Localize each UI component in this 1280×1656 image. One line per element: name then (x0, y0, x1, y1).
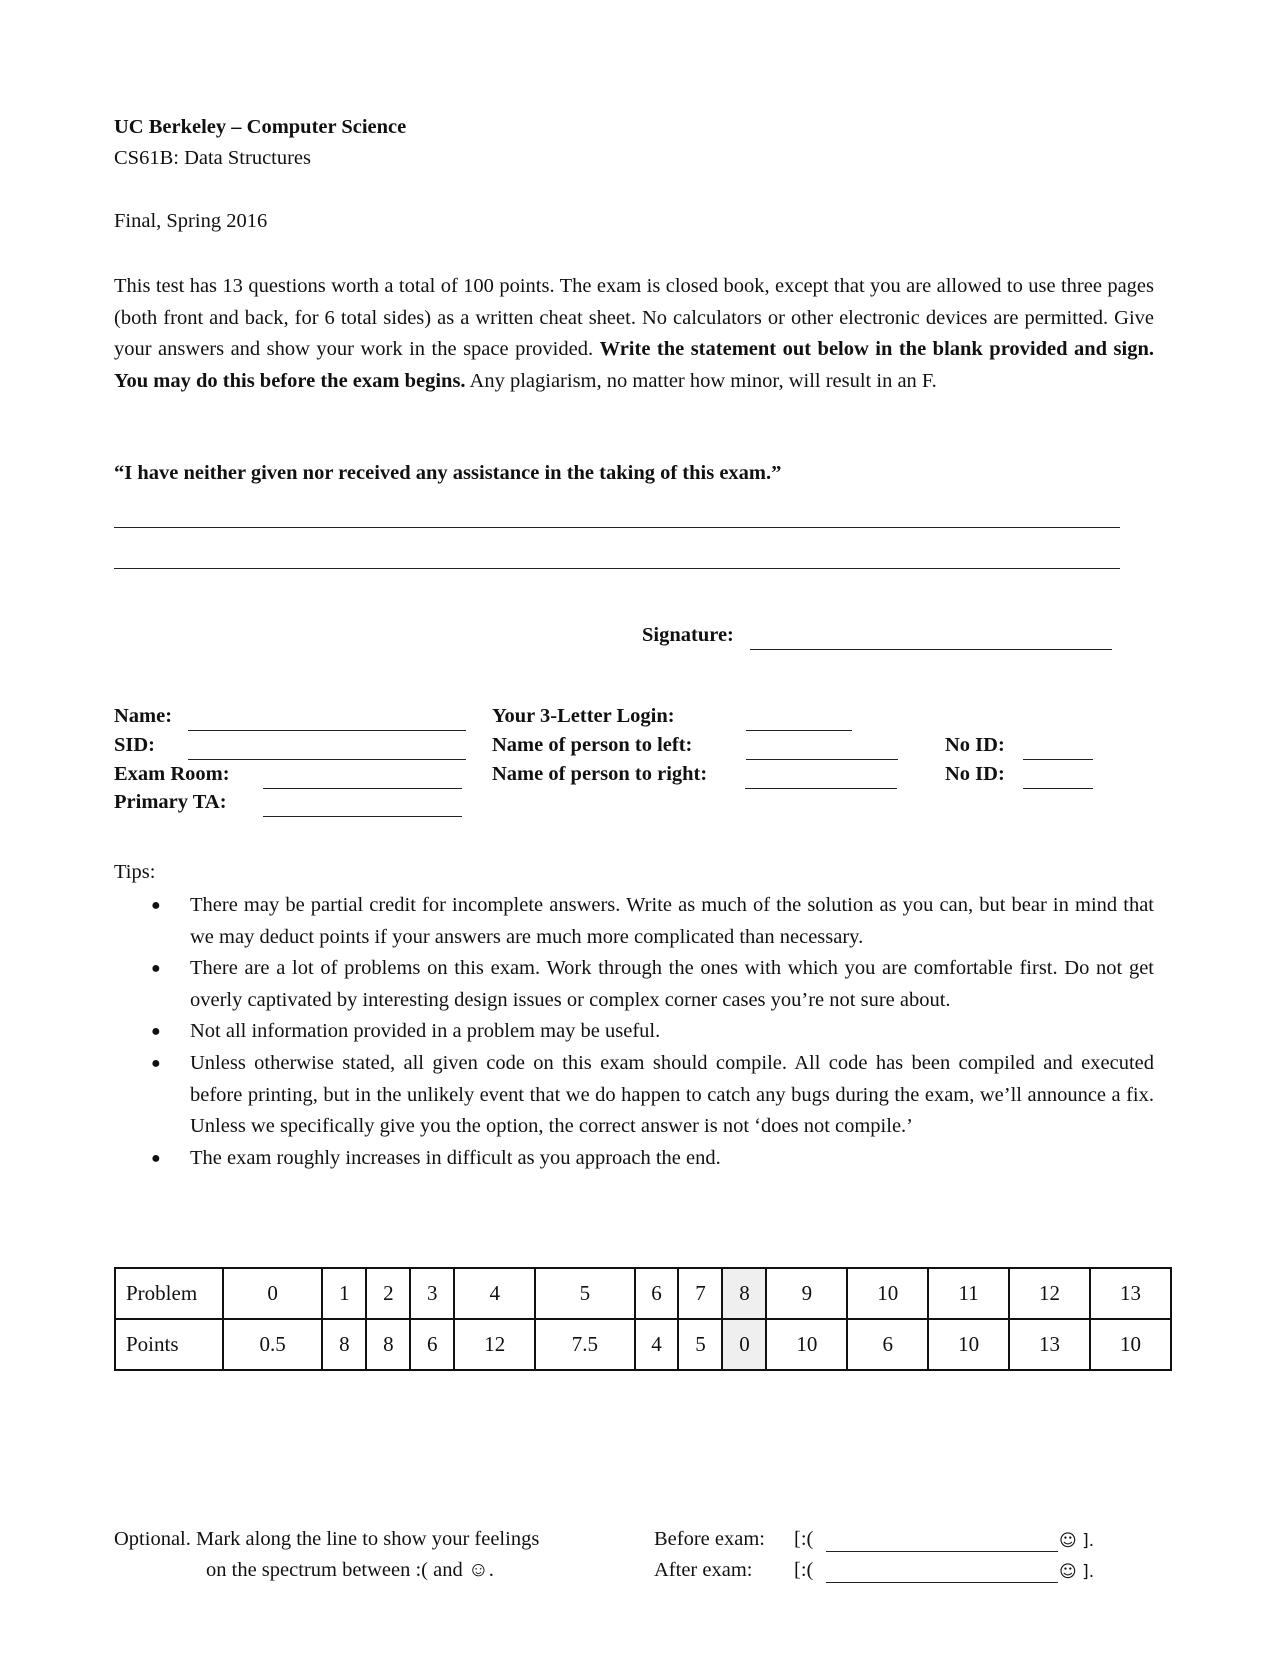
no-id-label-2: No ID: (945, 763, 1005, 785)
problem-row (115, 1268, 1171, 1319)
points-cell: 10 (766, 1319, 847, 1370)
login-field[interactable] (746, 730, 852, 731)
primary-ta-field[interactable] (263, 816, 462, 817)
right-person-label: Name of person to right: (492, 763, 708, 785)
before-sad-bracket: [:( (794, 1528, 814, 1550)
bullet-icon: ● (151, 1054, 161, 1072)
problem-cell: 2 (366, 1268, 410, 1319)
problem-cell: 10 (847, 1268, 928, 1319)
institution-title: UC Berkeley – Computer Science (114, 116, 407, 138)
tip-item: ● The exam roughly increases in difficult as you approach the end. (114, 1143, 1154, 1175)
problem-cell: 13 (1090, 1268, 1171, 1319)
tip-item: ● There may be partial credit for incomplete answers. Write as much of the solution as you can, but bear in mind that we may deduct points if your answers are much more complicated than necessary. (114, 890, 1154, 953)
instructions-paragraph (114, 271, 1154, 397)
problem-cell: 3 (410, 1268, 454, 1319)
tip-item: ● Unless otherwise stated, all given code on this exam should compile. All code has been compiled and executed before printing, but in the unlikely event that we do happen to catch any bugs during the exam, we’ll announce a fix. Unless we specifically give you the option, the correct answer is not ‘does not compile.’ (114, 1048, 1154, 1143)
statement-blank-line-2[interactable] (114, 568, 1120, 569)
problem-cell: 12 (1009, 1268, 1090, 1319)
left-person-label: Name of person to left: (492, 734, 693, 756)
points-cell: 10 (928, 1319, 1009, 1370)
points-cell: 7.5 (535, 1319, 634, 1370)
before-exam-feelings-line[interactable] (826, 1551, 1058, 1552)
bullet-icon: ● (151, 960, 161, 978)
points-cell: 5 (678, 1319, 722, 1370)
problem-cell: 6 (635, 1268, 679, 1319)
points-cell: 6 (410, 1319, 454, 1370)
no-id-field-1[interactable] (1023, 759, 1093, 760)
exam-room-label: Exam Room: (114, 763, 230, 785)
points-row-label: Points (115, 1319, 223, 1370)
name-label: Name: (114, 705, 173, 727)
honor-statement: “I have neither given nor received any assistance in the taking of this exam.” (114, 462, 782, 484)
points-row (115, 1319, 1171, 1370)
instructions-bold: Write the statement out below in the blank provided and sign. You may do this before the exam begins. (114, 338, 1154, 392)
points-table (114, 1267, 1172, 1371)
before-exam-label: Before exam: (654, 1528, 765, 1550)
problem-cell: 4 (454, 1268, 535, 1319)
after-smile-icon: ☺ ]. (1059, 1562, 1095, 1582)
name-field[interactable] (188, 730, 466, 731)
problem-cell-highlighted: 8 (722, 1268, 766, 1319)
problem-cell: 0 (223, 1268, 322, 1319)
points-cell: 6 (847, 1319, 928, 1370)
problem-cell: 9 (766, 1268, 847, 1319)
problem-cell: 5 (535, 1268, 634, 1319)
sid-field[interactable] (188, 759, 466, 760)
instructions-text-2: Any plagiarism, no matter how minor, will result in an F. (465, 369, 937, 392)
points-cell: 12 (454, 1319, 535, 1370)
course-title: CS61B: Data Structures (114, 147, 312, 169)
tip-item: ● There are a lot of problems on this exam. Work through the ones with which you are comfortable first. Do not get overly captivated by interesting design issues or complex corner cases you’re not sure about. (114, 953, 1154, 1016)
feelings-instruction-line-2: on the spectrum between :( and ☺. (206, 1559, 494, 1581)
points-cell-highlighted: 0 (722, 1319, 766, 1370)
feelings-instruction-line-1: Optional. Mark along the line to show your feelings (114, 1528, 540, 1550)
points-cell: 8 (322, 1319, 366, 1370)
no-id-field-2[interactable] (1023, 788, 1093, 789)
tip-item: ● Not all information provided in a problem may be useful. (114, 1016, 1154, 1048)
points-cell: 4 (635, 1319, 679, 1370)
after-sad-bracket: [:( (794, 1559, 814, 1581)
bullet-icon: ● (151, 1149, 161, 1167)
statement-blank-line-1[interactable] (114, 527, 1120, 528)
tips-list (114, 890, 1154, 1174)
signature-field[interactable] (750, 649, 1112, 650)
problem-row-label: Problem (115, 1268, 223, 1319)
problem-cell: 7 (678, 1268, 722, 1319)
exam-room-field[interactable] (263, 788, 462, 789)
left-person-field[interactable] (746, 759, 898, 760)
exam-title: Final, Spring 2016 (114, 210, 268, 232)
problem-cell: 1 (322, 1268, 366, 1319)
bullet-icon: ● (151, 897, 161, 914)
points-cell: 10 (1090, 1319, 1171, 1370)
tips-title: Tips: (114, 861, 156, 883)
after-exam-feelings-line[interactable] (826, 1582, 1058, 1583)
signature-label: Signature: (642, 624, 734, 646)
points-cell: 13 (1009, 1319, 1090, 1370)
primary-ta-label: Primary TA: (114, 791, 227, 813)
no-id-label-1: No ID: (945, 734, 1005, 756)
bullet-icon: ● (151, 1023, 161, 1041)
right-person-field[interactable] (745, 788, 897, 789)
before-smile-icon: ☺ ]. (1059, 1531, 1095, 1551)
instructions-text-1: This test has 13 questions worth a total of 100 points. The exam is closed book, except that you are allowed to use three pages (both front and back, for 6 total sides) as a written cheat sheet. No calculators or other electronic devices are permitted. Give your answers and show your work in the space provided. (114, 275, 1154, 361)
points-cell: 8 (366, 1319, 410, 1370)
sid-label: SID: (114, 734, 156, 756)
login-label: Your 3-Letter Login: (492, 705, 675, 727)
points-cell: 0.5 (223, 1319, 322, 1370)
after-exam-label: After exam: (654, 1559, 753, 1581)
problem-cell: 11 (928, 1268, 1009, 1319)
